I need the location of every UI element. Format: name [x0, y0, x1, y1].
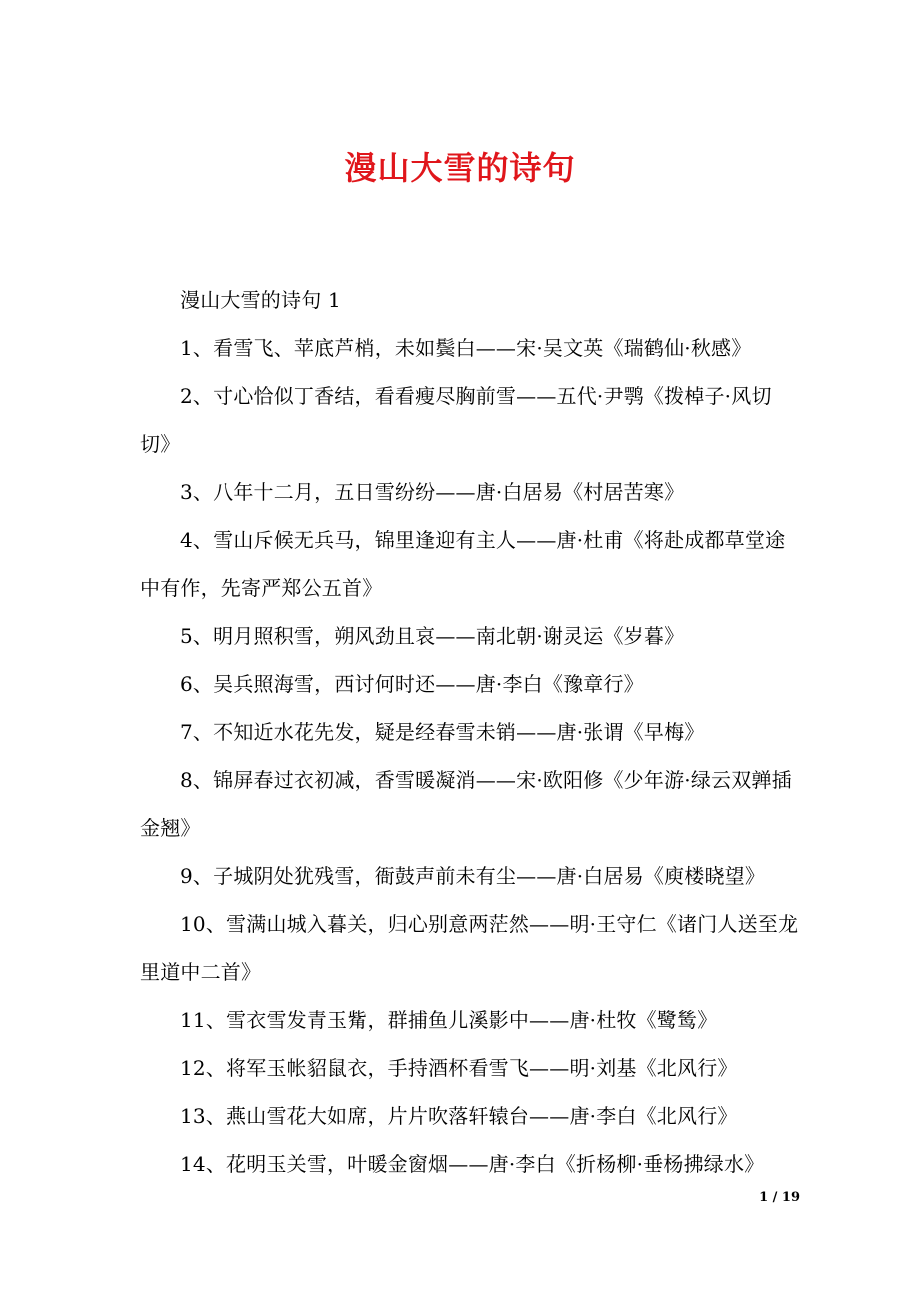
poem-line-11: 11、雪衣雪发青玉觜，群捕鱼儿溪影中——唐·杜牧《鹭鸶》 [180, 1008, 718, 1032]
poem-line-2: 2、寸心恰似丁香结，看看瘦尽胸前雪——五代·尹鹗《拨棹子·风切切》 [140, 384, 772, 456]
poem-line-7: 7、不知近水花先发，疑是经春雪未销——唐·张谓《早梅》 [180, 720, 705, 744]
poem-line-14: 14、花明玉关雪，叶暖金窗烟——唐·李白《折杨柳·垂杨拂绿水》 [180, 1152, 765, 1176]
poem-line-10: 10、雪满山城入暮关，归心别意两茫然——明·王守仁《诸门人送至龙里道中二首》 [140, 912, 799, 984]
document-title: 漫山大雪的诗句 [344, 149, 576, 187]
poem-line-3: 3、八年十二月，五日雪纷纷——唐·白居易《村居苦寒》 [180, 480, 685, 504]
section-heading: 漫山大雪的诗句 1 [180, 288, 341, 312]
poem-line-9: 9、子城阴处犹残雪，衙鼓声前未有尘——唐·白居易《庾楼晓望》 [180, 864, 766, 888]
poem-line-12: 12、将军玉帐貂鼠衣，手持酒杯看雪飞——明·刘基《北风行》 [180, 1056, 738, 1080]
poem-line-8: 8、锦屏春过衣初减，香雪暖凝消——宋·欧阳修《少年游·绿云双亸插金翘》 [140, 768, 792, 840]
page-number: 1 / 19 [759, 1190, 800, 1205]
document-body [140, 276, 800, 1188]
poem-line-5: 5、明月照积雪，朔风劲且哀——南北朝·谢灵运《岁暮》 [180, 624, 685, 648]
poem-line-4: 4、雪山斥候无兵马，锦里逢迎有主人——唐·杜甫《将赴成都草堂途中有作，先寄严郑公五首》 [140, 528, 786, 600]
poem-line-13: 13、燕山雪花大如席，片片吹落轩辕台——唐·李白《北风行》 [180, 1104, 738, 1128]
poem-line-1: 1、看雪飞、苹底芦梢，未如鬓白——宋·吴文英《瑞鹤仙·秋感》 [180, 336, 752, 360]
poem-line-6: 6、吴兵照海雪，西讨何时还——唐·李白《豫章行》 [180, 672, 644, 696]
